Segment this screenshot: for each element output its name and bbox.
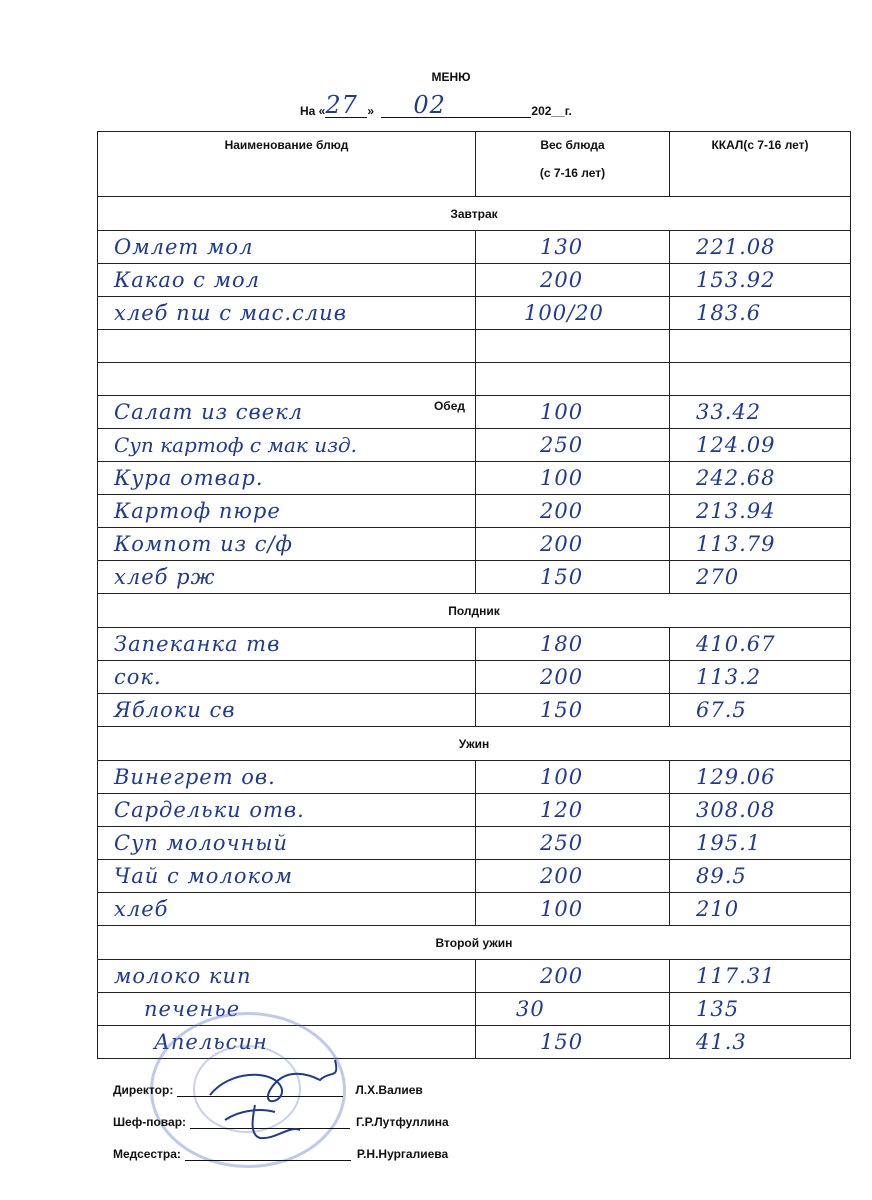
dish-kcal: 183.6 (696, 301, 762, 325)
dish-kcal: 410.67 (696, 632, 776, 656)
dish-kcal: 89.5 (696, 864, 747, 888)
dish-kcal: 308.08 (696, 798, 776, 822)
table-header-row (98, 132, 851, 197)
handwritten-day: 27 (325, 91, 358, 119)
menu-table (97, 131, 851, 1059)
chef-name: Г.Р.Лутфуллина (356, 1115, 449, 1129)
table-row (98, 794, 851, 827)
table-row (98, 628, 851, 661)
dish-weight: 100 (540, 400, 584, 424)
dish-name: Суп молочный (114, 831, 289, 855)
dish-weight: 150 (540, 698, 584, 722)
dish-name: Картоф пюре (114, 499, 281, 523)
dish-weight: 120 (540, 798, 584, 822)
dish-kcal: 242.68 (696, 466, 776, 490)
table-row (98, 462, 851, 495)
table-row (98, 960, 851, 993)
dish-weight: 150 (540, 565, 584, 589)
dish-name: Чай с молоком (114, 864, 294, 888)
dish-weight: 200 (540, 964, 584, 988)
menu-date (300, 91, 572, 119)
section-row (98, 727, 851, 761)
day-blank (325, 91, 367, 119)
dish-kcal: 124.09 (696, 433, 776, 457)
table-row (98, 761, 851, 794)
table-row (98, 860, 851, 893)
section-row (98, 197, 851, 231)
dish-weight: 100/20 (524, 301, 604, 325)
dish-kcal: 117.31 (696, 964, 776, 988)
dish-kcal: 129.06 (696, 765, 776, 789)
dish-name: Сардельки отв. (114, 798, 305, 822)
dish-name: Кура отвар. (114, 466, 264, 490)
section-second-dinner: Второй ужин (98, 926, 851, 960)
table-row (98, 429, 851, 462)
section-row (98, 594, 851, 628)
director-label: Директор: (113, 1083, 174, 1097)
dish-name: хлеб пш с мас.слив (114, 301, 347, 325)
section-row (98, 926, 851, 960)
dish-kcal: 195.1 (696, 831, 762, 855)
dish-name: хлеб (114, 897, 169, 921)
dish-weight: 200 (540, 665, 584, 689)
dish-kcal: 270 (696, 565, 740, 589)
section-breakfast: Завтрак (98, 197, 851, 231)
dish-kcal: 135 (696, 997, 740, 1021)
dish-name: Суп картоф с мак изд. (114, 433, 358, 457)
dish-weight: 100 (540, 466, 584, 490)
dish-weight: 100 (540, 765, 584, 789)
dish-name: печенье (144, 997, 241, 1021)
section-dinner: Ужин (98, 727, 851, 761)
dish-weight: 250 (540, 433, 584, 457)
dish-name: Винегрет ов. (114, 765, 276, 789)
nurse-label: Медсестра: (113, 1147, 181, 1161)
dish-name: Какао с мол (114, 268, 261, 292)
table-row (98, 330, 851, 363)
table-row (98, 661, 851, 694)
dish-kcal: 221.08 (696, 235, 776, 259)
dish-weight: 150 (540, 1030, 584, 1054)
table-row (98, 297, 851, 330)
dish-name: сок. (114, 665, 162, 689)
dish-kcal: 213.94 (696, 499, 776, 523)
header-dish-name: Наименование блюд (98, 132, 476, 197)
dish-kcal: 113.79 (696, 532, 776, 556)
dish-kcal: 41.3 (696, 1030, 747, 1054)
dish-weight: 200 (540, 499, 584, 523)
dish-kcal: 113.2 (696, 665, 762, 689)
date-suffix: 202__г. (531, 104, 572, 118)
dish-weight: 30 (516, 997, 545, 1021)
table-row (98, 495, 851, 528)
table-row (98, 363, 851, 396)
table-row (98, 561, 851, 594)
header-kcal: ККАЛ(с 7-16 лет) (670, 132, 851, 197)
date-mid: » (367, 104, 375, 118)
date-prefix: На « (300, 104, 326, 118)
dish-weight: 250 (540, 831, 584, 855)
page-title: МЕНЮ (431, 70, 471, 84)
dish-name: хлеб рж (114, 565, 216, 589)
dish-name: Апельсин (154, 1030, 268, 1054)
dish-weight: 200 (540, 864, 584, 888)
nurse-name: Р.Н.Нургалиева (356, 1147, 449, 1161)
dish-weight: 180 (540, 632, 584, 656)
chef-label: Шеф-повар: (113, 1115, 187, 1129)
table-row (98, 231, 851, 264)
dish-name: молоко кип (114, 964, 252, 988)
dish-weight: 200 (540, 532, 584, 556)
table-row (98, 694, 851, 727)
dish-weight: 200 (540, 268, 584, 292)
dish-weight: 130 (540, 235, 584, 259)
dish-kcal: 153.92 (696, 268, 776, 292)
table-row (98, 264, 851, 297)
section-snack: Полдник (98, 594, 851, 628)
handwritten-month: 02 (413, 91, 446, 119)
dish-name: Яблоки св (114, 698, 236, 722)
table-row (98, 827, 851, 860)
table-row (98, 893, 851, 926)
dish-name: Запеканка тв (114, 632, 281, 656)
dish-name: Компот из с/ф (114, 532, 293, 556)
handwritten-signatures (200, 1050, 360, 1150)
table-row (98, 528, 851, 561)
dish-kcal: 67.5 (696, 698, 747, 722)
month-blank (381, 91, 531, 119)
dish-weight: 100 (540, 897, 584, 921)
director-name: Л.Х.Валиев (355, 1083, 423, 1097)
dish-name: Салат из свекл (114, 400, 304, 424)
dish-kcal: 33.42 (696, 400, 762, 424)
header-weight: Вес блюда (с 7-16 лет) (476, 132, 670, 197)
dish-kcal: 210 (696, 897, 740, 921)
dish-name: Омлет мол (114, 235, 254, 259)
section-lunch: Обед (433, 399, 465, 413)
table-row (98, 396, 851, 429)
